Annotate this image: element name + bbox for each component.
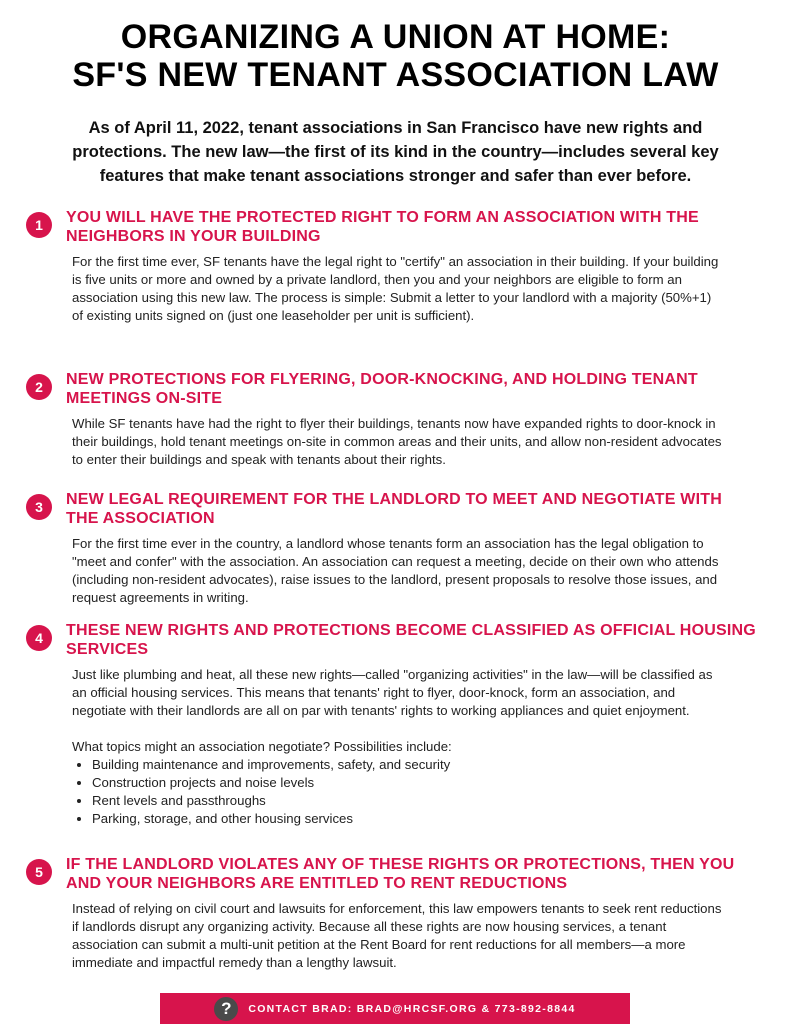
section-heading: IF THE LANDLORD VIOLATES ANY OF THESE RIGHTS OR PROTECTIONS, THEN YOU AND YOUR NEIGHBORS ARE ENTITLED TO RENT REDUCTIONS <box>66 856 735 892</box>
section-2 <box>26 370 766 469</box>
section-heading: NEW PROTECTIONS FOR FLYERING, DOOR-KNOCKING, AND HOLDING TENANT MEETINGS ON-SITE <box>66 371 698 407</box>
page-title <box>0 18 791 94</box>
title-line-2: SF'S NEW TENANT ASSOCIATION LAW <box>72 56 719 94</box>
section-3 <box>26 490 766 607</box>
title-line-1: ORGANIZING A UNION AT HOME: <box>120 18 671 56</box>
section-paragraph: Instead of relying on civil court and lawsuits for enforcement, this law empowers tenants to seek rent reductions if landlords disrupt any organizing activity. Because all these rights are now housing services, a tenant association can submit a multi-unit petition at the Rent Board for rent reductions for all members—a more immediate and impactful remedy than a lengthy lawsuit. <box>72 901 722 970</box>
section-paragraph: For the first time ever in the country, a landlord whose tenants form an association has the legal obligation to "meet and confer" with the association. An association can request a meeting, decide on their own who attends (including non-resident advocates), raise issues to the landlord, present proposals to resolve those issues, and request agreements in writing. <box>72 536 719 605</box>
section-number-badge: 5 <box>26 859 52 885</box>
section-body <box>72 666 722 828</box>
section-number-badge: 3 <box>26 494 52 520</box>
section-4 <box>26 621 766 828</box>
contact-banner <box>160 993 630 1024</box>
section-paragraph: While SF tenants have had the right to flyer their buildings, tenants now have expanded rights to door-knock in their buildings, hold tenant meetings on-site in common areas and their units, and allow non-resident advocates to enter their buildings and speak with tenants about their rights. <box>72 416 722 467</box>
section-body <box>72 253 722 325</box>
section-body <box>72 900 722 972</box>
possibilities-list <box>72 756 722 828</box>
section-heading: YOU WILL HAVE THE PROTECTED RIGHT TO FORM AN ASSOCIATION WITH THE NEIGHBORS IN YOUR BUILDING <box>66 209 699 245</box>
section-heading: NEW LEGAL REQUIREMENT FOR THE LANDLORD TO MEET AND NEGOTIATE WITH THE ASSOCIATION <box>66 491 722 527</box>
list-item: • Building maintenance and improvements, safety, and security <box>92 756 722 774</box>
section-paragraph: Just like plumbing and heat, all these new rights—called "organizing activities" in the law—will be classified as an official housing services. This means that tenants' right to flyer, door-knock, form an association, and negotiate with their landlords are all on par with tenants' rights to working appliances and quiet enjoyment. <box>72 667 713 718</box>
contact-text: CONTACT BRAD: BRAD@HRCSF.ORG & 773-892-8844 <box>248 1002 576 1015</box>
section-body <box>72 535 722 607</box>
section-5 <box>26 855 766 972</box>
list-item: • Rent levels and passthroughs <box>92 792 722 810</box>
list-item: • Parking, storage, and other housing services <box>92 810 722 828</box>
section-number-badge: 2 <box>26 374 52 400</box>
list-item: • Construction projects and noise levels <box>92 774 722 792</box>
section-number-badge: 4 <box>26 625 52 651</box>
section-paragraph: For the first time ever, SF tenants have the legal right to "certify" an association in their building. If your building is five units or more and owned by a private landlord, then you and your neighbors are eligible to form an association using this new law. The process is simple: Submit a letter to your landlord with a majority (50%+1) of existing units signed on (just one leaseholder per unit is sufficient). <box>72 254 719 323</box>
section-body <box>72 415 722 469</box>
section-question: What topics might an association negotiate? Possibilities include: <box>72 739 452 754</box>
question-icon: ? <box>214 997 238 1021</box>
intro-paragraph: As of April 11, 2022, tenant associations in San Francisco have new rights and protections. The new law—the first of its kind in the country—includes several key features that make tenant associations stronger and safer than ever before. <box>72 119 719 185</box>
section-heading: THESE NEW RIGHTS AND PROTECTIONS BECOME CLASSIFIED AS OFFICIAL HOUSING SERVICES <box>66 622 756 658</box>
section-number-badge: 1 <box>26 212 52 238</box>
section-1 <box>26 208 766 325</box>
